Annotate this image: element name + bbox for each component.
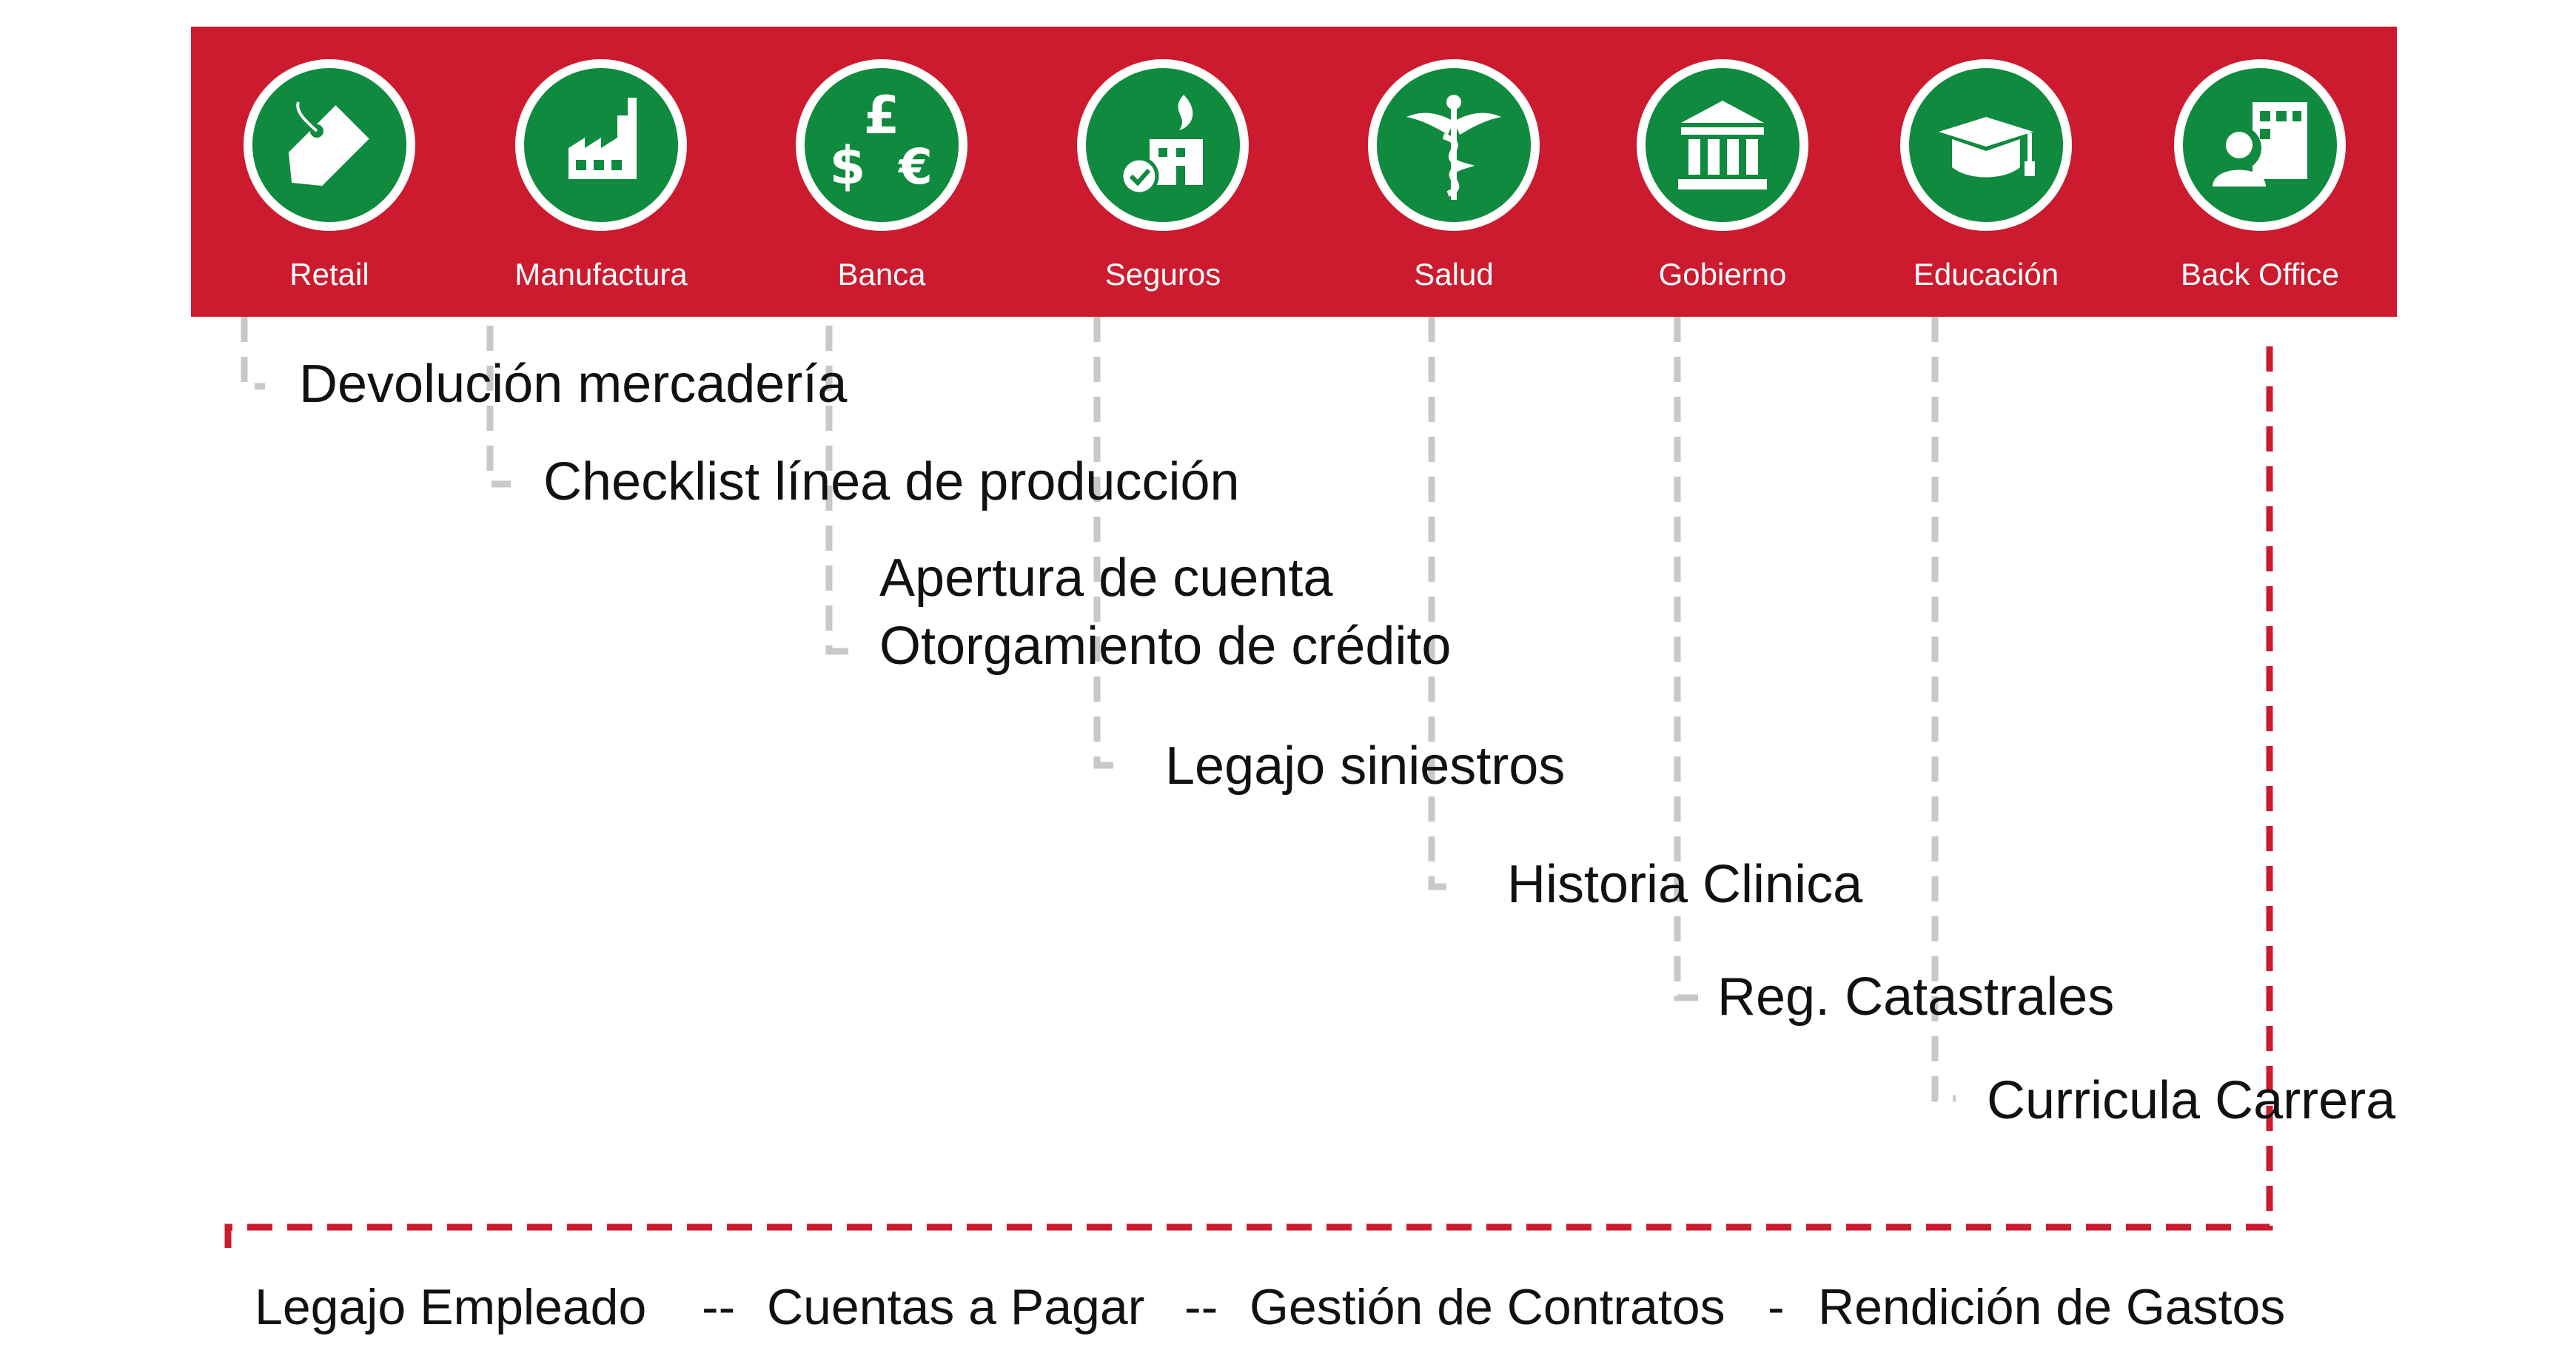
caduceus-icon (1377, 68, 1531, 222)
currency-icon (805, 68, 959, 222)
sector-label: Educación (1913, 257, 2059, 292)
graduation-cap-icon (1909, 68, 2063, 222)
connector-salud (1432, 317, 1452, 887)
sector-banner (191, 27, 2397, 317)
sector-badge (1368, 59, 1540, 231)
sector-badge (244, 59, 415, 231)
sector-seguros[interactable] (1052, 27, 1274, 317)
svg-text:$: $ (829, 135, 866, 196)
sector-label: Back Office (2181, 257, 2339, 292)
back-office-item: Gestión de Contratos (1250, 1279, 1725, 1335)
connector-retail (244, 317, 265, 386)
office-worker-icon (2183, 68, 2337, 222)
sector-educacion[interactable] (1875, 27, 2097, 317)
use-case-gobierno: Reg. Catastrales (1717, 967, 2115, 1027)
back-office-item: Legajo Empleado (255, 1279, 647, 1335)
sector-gobierno[interactable] (1611, 27, 1834, 317)
separator: - (1768, 1279, 1785, 1335)
sector-label: Salud (1414, 257, 1494, 292)
sector-label: Manufactura (514, 257, 688, 292)
insured-building-icon (1086, 68, 1240, 222)
back-office-item: Cuentas a Pagar (767, 1279, 1145, 1335)
use-case-salud: Historia Clinica (1507, 855, 1863, 914)
factory-icon (524, 68, 678, 222)
government-building-icon (1646, 68, 1799, 222)
separator: -- (1184, 1279, 1218, 1335)
connector-back-office (228, 346, 2270, 1258)
use-case-seguros: Legajo siniestros (1165, 736, 1566, 796)
sector-badge (515, 59, 687, 231)
sector-badge (1637, 59, 1808, 231)
back-office-item: Rendición de Gastos (1818, 1279, 2286, 1335)
sector-badge (796, 59, 967, 231)
use-case-manufactura: Checklist línea de producción (543, 452, 1240, 511)
sector-manufactura[interactable] (490, 27, 712, 317)
separator: -- (702, 1279, 736, 1335)
use-case-educacion: Curricula Carrera (1987, 1071, 2396, 1130)
price-tag-icon (252, 68, 406, 222)
sector-badge (1077, 59, 1249, 231)
sector-banca[interactable] (771, 27, 993, 317)
use-case-banca-1: Apertura de cuenta (879, 548, 1333, 608)
svg-text:£: £ (863, 85, 900, 146)
use-case-retail: Devolución mercadería (299, 355, 848, 414)
sector-label: Retail (289, 257, 369, 292)
sector-salud[interactable] (1343, 27, 1565, 317)
svg-text:€: € (899, 138, 933, 195)
use-case-banca-2: Otorgamiento de crédito (879, 617, 1452, 676)
sector-badge (1900, 59, 2072, 231)
connector-seguros (1097, 317, 1118, 765)
sector-back-office[interactable] (2149, 27, 2371, 317)
sector-retail[interactable] (218, 27, 440, 317)
sector-label: Banca (837, 257, 926, 292)
sector-label: Gobierno (1658, 257, 1787, 292)
sector-badge (2174, 59, 2346, 231)
sector-label: Seguros (1104, 257, 1221, 292)
